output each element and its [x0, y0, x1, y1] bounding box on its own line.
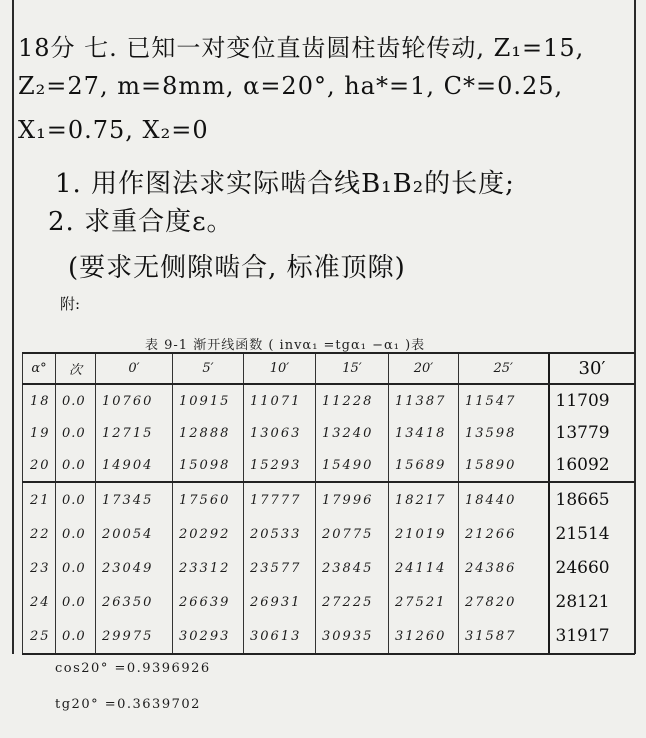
- column-header: 20′: [389, 353, 459, 384]
- angle-degree-cell: 21: [23, 482, 56, 517]
- table-cell: 11071: [244, 384, 316, 417]
- table-title: 表 9-1 渐开线函数 ( invα₁ =tgα₁ −α₁ )表: [145, 338, 426, 353]
- table-cell: 23577: [244, 551, 316, 585]
- table-cell: 31917: [549, 619, 635, 654]
- table-body: [23, 384, 635, 654]
- table-row: [23, 384, 635, 417]
- table-cell: 12715: [96, 417, 173, 449]
- column-header: 25′: [459, 353, 549, 384]
- table-cell: 27820: [459, 585, 549, 619]
- table-header-row: [23, 353, 635, 384]
- table-cell: 0.0: [56, 482, 96, 517]
- table-cell: 11228: [316, 384, 389, 417]
- table-cell: 30935: [316, 619, 389, 654]
- cos20-value: cos20° =0.9396926: [55, 661, 211, 676]
- table-cell: 23312: [173, 551, 244, 585]
- table-cell: 23845: [316, 551, 389, 585]
- table-cell: 15689: [389, 449, 459, 482]
- table-row: [23, 619, 635, 654]
- column-header: 5′: [173, 353, 244, 384]
- table-cell: 18217: [389, 482, 459, 517]
- table-cell: 12888: [173, 417, 244, 449]
- problem-statement-line-2: Z₂=27, m=8mm, α=20°, ha*=1, C*=0.25,: [18, 72, 564, 100]
- table-cell: 30293: [173, 619, 244, 654]
- table-cell: 24386: [459, 551, 549, 585]
- table-row: [23, 585, 635, 619]
- involute-function-table: [22, 352, 635, 655]
- table-cell: 16092: [549, 449, 635, 482]
- column-header: 0′: [96, 353, 173, 384]
- table-cell: 10760: [96, 384, 173, 417]
- table-cell: 18665: [549, 482, 635, 517]
- angle-degree-cell: 22: [23, 517, 56, 551]
- angle-degree-cell: 25: [23, 619, 56, 654]
- table-cell: 21019: [389, 517, 459, 551]
- table-cell: 20054: [96, 517, 173, 551]
- table-cell: 31587: [459, 619, 549, 654]
- table-cell: 0.0: [56, 619, 96, 654]
- table-cell: 21514: [549, 517, 635, 551]
- table-cell: 17560: [173, 482, 244, 517]
- table-row: [23, 482, 635, 517]
- table-cell: 27225: [316, 585, 389, 619]
- table-cell: 21266: [459, 517, 549, 551]
- table-cell: 27521: [389, 585, 459, 619]
- table-cell: 24114: [389, 551, 459, 585]
- table-cell: 23049: [96, 551, 173, 585]
- table-cell: 26639: [173, 585, 244, 619]
- table-cell: 0.0: [56, 585, 96, 619]
- table-cell: 30613: [244, 619, 316, 654]
- table-cell: 10915: [173, 384, 244, 417]
- angle-degree-cell: 20: [23, 449, 56, 482]
- table-cell: 13418: [389, 417, 459, 449]
- table-cell: 17345: [96, 482, 173, 517]
- question-1: 1. 用作图法求实际啮合线B₁B₂的长度;: [55, 169, 515, 199]
- table-cell: 20533: [244, 517, 316, 551]
- table-cell: 0.0: [56, 417, 96, 449]
- problem-statement-line-1: 18分 七. 已知一对变位直齿圆柱齿轮传动, Z₁=15,: [18, 34, 585, 62]
- angle-degree-cell: 24: [23, 585, 56, 619]
- table-row: [23, 517, 635, 551]
- table-cell: 13598: [459, 417, 549, 449]
- table-cell: 26350: [96, 585, 173, 619]
- table-cell: 11387: [389, 384, 459, 417]
- table-cell: 20775: [316, 517, 389, 551]
- requirement-note: (要求无侧隙啮合, 标准顶隙): [68, 253, 406, 283]
- table-cell: 15293: [244, 449, 316, 482]
- column-header: 次: [56, 353, 96, 384]
- table-cell: 17996: [316, 482, 389, 517]
- column-header: 10′: [244, 353, 316, 384]
- table-row: [23, 417, 635, 449]
- angle-degree-cell: 19: [23, 417, 56, 449]
- table-cell: 26931: [244, 585, 316, 619]
- table-cell: 28121: [549, 585, 635, 619]
- table-cell: 11709: [549, 384, 635, 417]
- angle-degree-cell: 18: [23, 384, 56, 417]
- table-cell: 29975: [96, 619, 173, 654]
- column-header: 30′: [549, 353, 635, 384]
- table-cell: 13779: [549, 417, 635, 449]
- frame-left-border: [12, 0, 14, 654]
- question-2: 2. 求重合度ε。: [48, 207, 234, 237]
- table-cell: 13240: [316, 417, 389, 449]
- table-cell: 31260: [389, 619, 459, 654]
- table-cell: 0.0: [56, 449, 96, 482]
- table-cell: 0.0: [56, 517, 96, 551]
- table-row: [23, 449, 635, 482]
- column-header: 15′: [316, 353, 389, 384]
- table-cell: 14904: [96, 449, 173, 482]
- table-cell: 15490: [316, 449, 389, 482]
- column-header: α°: [23, 353, 56, 384]
- appendix-label: 附:: [60, 295, 81, 313]
- table-cell: 20292: [173, 517, 244, 551]
- table-cell: 17777: [244, 482, 316, 517]
- tg20-value: tg20° =0.3639702: [55, 697, 201, 712]
- table-cell: 15890: [459, 449, 549, 482]
- angle-degree-cell: 23: [23, 551, 56, 585]
- table-cell: 0.0: [56, 384, 96, 417]
- table-cell: 18440: [459, 482, 549, 517]
- problem-statement-line-3: X₁=0.75, X₂=0: [18, 116, 209, 144]
- table-row: [23, 551, 635, 585]
- table-cell: 11547: [459, 384, 549, 417]
- table-cell: 15098: [173, 449, 244, 482]
- table-cell: 0.0: [56, 551, 96, 585]
- table-cell: 13063: [244, 417, 316, 449]
- table-cell: 24660: [549, 551, 635, 585]
